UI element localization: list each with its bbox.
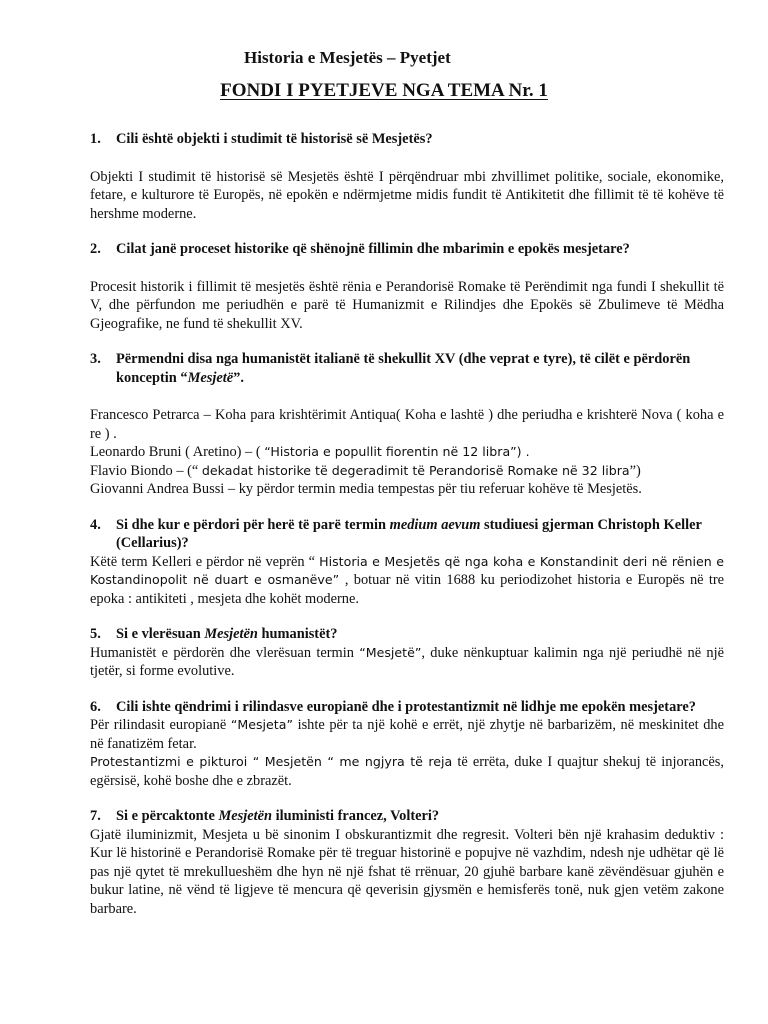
document-content	[90, 130, 724, 918]
document-header-title: Historia e Mesjetës – Pyetjet	[244, 48, 451, 67]
question-text: Si e vlerësuan Mesjetën humanistët?	[116, 626, 338, 642]
question-text: Cili ishte qëndrimi i rilindasve europianë dhe i protestantizmit në lidhje me epokën mesjetare?	[116, 698, 696, 715]
answer-1: Objekti I studimit të historisë së Mesjetës është I përqëndruar mbi zhvillimet politike, sociale, ekonomike, fetare, e kulturore të Europës, në epokën e ndërmjetme midis fundit të Antikitetit dhe fillimit të të kohëve të hershme moderne.	[90, 168, 724, 222]
question-2	[90, 240, 724, 259]
answer-3-line-1: Francesco Petrarca – Koha para krishtërimit Antiqua( Koha e lashtë ) dhe periudha e krishterë Nova ( koha e re ) .	[90, 407, 724, 442]
question-number: 4.	[90, 516, 101, 533]
question-7	[90, 807, 724, 826]
question-number: 5.	[90, 626, 101, 642]
question-6	[90, 698, 724, 717]
question-5	[90, 625, 724, 644]
question-1	[90, 130, 724, 149]
answer-3-line-3: Flavio Biondo – (“ dekadat historike të degeradimit të Perandorisë Romake në 32 libra”)	[90, 462, 641, 479]
question-3	[90, 350, 724, 387]
answer-6-part-1: Për rilindasit europianë “Mesjeta” ishte për ta një kohë e errët, një zhytje në barbarizëm, në meskinitet dhe në fanatizëm fetar.	[90, 717, 724, 752]
question-number: 6.	[90, 698, 101, 715]
question-text: Cilat janë proceset historike që shënojnë fillimin dhe mbarimin e epokës mesjetare?	[116, 241, 630, 257]
question-text: Si dhe kur e përdori për herë të parë termin medium aevum studiuesi gjerman Christoph Keller (Cellarius)?	[116, 516, 702, 551]
question-text: Përmendni disa nga humanistët italianë të shekullit XV (dhe veprat e tyre), të cilët e përdorën konceptin “Mesjetë”.	[116, 351, 691, 386]
question-number: 1.	[90, 131, 101, 147]
answer-3-line-4: Giovanni Andrea Bussi – ky përdor termin media tempestas për tiu referuar kohëve të Mesjetës.	[90, 481, 642, 497]
question-number: 2.	[90, 241, 101, 257]
answer-3-line-2: Leonardo Bruni ( Aretino) – ( “Historia e popullit fiorentin në 12 libra”) .	[90, 444, 530, 460]
question-text: Cili është objekti i studimit të historisë së Mesjetës?	[116, 131, 433, 147]
question-number: 7.	[90, 808, 101, 824]
answer-2: Procesit historik i fillimit të mesjetës është rënia e Perandorisë Romake të Perëndimit nga fundi I shekullit të V, dhe përfundon me periudhën e parë të Humanizmit e Rilindjes dhe Epokës së Zbulimeve të Mëdha Gjeografike, ne fund të shekullit XV.	[90, 278, 724, 332]
question-text: Si e përcaktonte Mesjetën iluministi francez, Volteri?	[116, 808, 440, 824]
answer-5: Humanistët e përdorën dhe vlerësuan termin “Mesjetë”, duke nënkuptuar kalimin nga një periudhë në një tjetër, si forme evolutive.	[90, 644, 724, 679]
answer-7: Gjatë iluminizmit, Mesjeta u bë sinonim I obskurantizmit dhe regresit. Volteri bën një krahasim deduktiv : Kur lë historinë e Perandorisë Romake për të treguar historinë e popujve në vazhdim, ndesh nje udhëtar që lë pas një qytet të mrekullueshëm dhe hyn në një fshat të rrënuar, 20 gjuhë barbare kanë zëvëndësuar gjuhën e bukur latine, në vënd të ligjeve të mencura që qeverisin gjysmën e hemisferës tonë, nuk gjen vetëm zakone barbare.	[90, 826, 724, 917]
answer-4: Këtë term Kelleri e përdor në veprën “ Historia e Mesjetës që nga koha e Konstandinit deri në rënien e Kostandinopolit në duart e osmanëve” , botuar në vitin 1688 ku periodizohet historia e Europës në tre epoka : antikiteti , mesjeta dhe kohët moderne.	[90, 553, 725, 607]
document-main-title: FONDI I PYETJEVE NGA TEMA Nr. 1	[220, 80, 548, 101]
question-number: 3.	[90, 351, 101, 367]
answer-6-part-2: Protestantizmi e pikturoi “ Mesjetën “ me ngjyra të reja të errëta, duke I quajtur shekuj të injorancës, egërsisë, kohë boshe dhe e zbrazët.	[90, 754, 724, 789]
question-4	[90, 516, 724, 553]
